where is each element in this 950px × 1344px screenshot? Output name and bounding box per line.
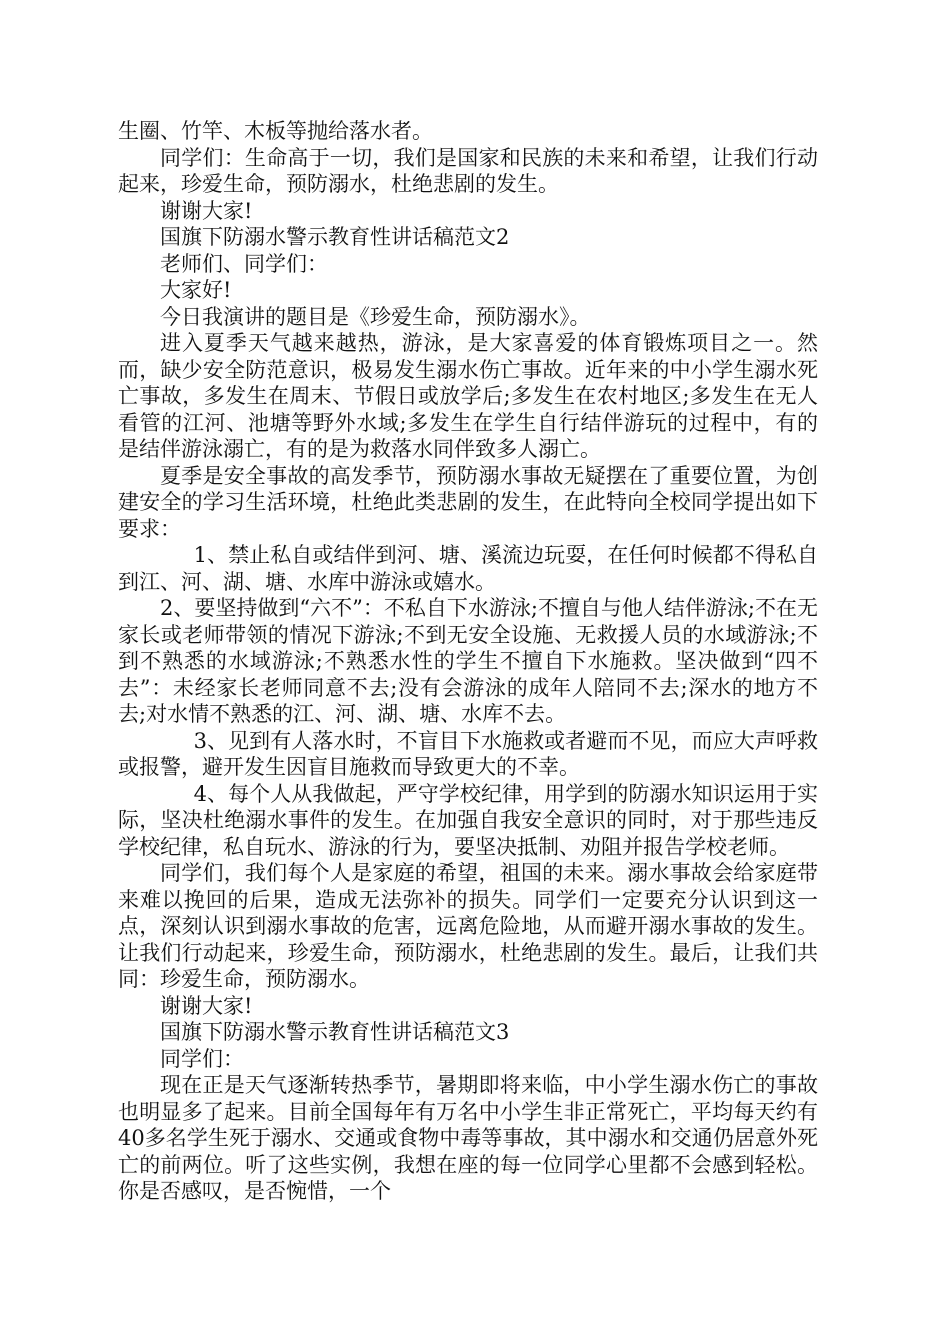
salutation: 同学们：	[160, 1046, 244, 1071]
paragraph: 现在正是天气逐渐转热季节，暑期即将来临，中小学生溺水伤亡的事故也明显多了起来。目前全国每年有万名中小学生非正常死亡，平均每天约有40多名学生死于溺水、交通或食物中毒等事故，其中溺水和交通仍居意外死亡的前两位。听了这些实例，我想在座的每一位同学心里都不会感到轻松。你是否感叹，是否惋惜，一个	[118, 1073, 818, 1203]
paragraph: 夏季是安全事故的高发季节，预防溺水事故无疑摆在了重要位置，为创建安全的学习生活环境，杜绝此类悲剧的发生，在此特向全校同学提出如下要求：	[118, 463, 818, 541]
greeting: 大家好!	[160, 278, 232, 302]
list-item: 1、禁止私自或结伴到河、塘、溪流边玩耍，在任何时候都不得私自到江、河、湖、塘、水库中游泳或嬉水。	[118, 543, 818, 594]
list-item: 2、要坚持做到“六不”：不私自下水游泳;不擅自与他人结伴游泳;不在无家长或老师带领的情况下游泳;不到无安全设施、无救援人员的水域游泳;不到不熟悉的水域游泳;不熟悉水性的学生不擅自下水施救。坚决做到“四不去”：未经家长老师同意不去;没有会游泳的成年人陪同不去;深水的地方不去;对水情不熟悉的江、河、湖、塘、水库不去。	[118, 596, 818, 726]
document-body	[118, 118, 818, 1205]
section-heading: 国旗下防溺水警示教育性讲话稿范文3	[160, 1020, 510, 1044]
closing-line: 谢谢大家!	[160, 993, 253, 1018]
paragraph: 生圈、竹竿、木板等抛给落水者。	[118, 119, 433, 143]
salutation: 老师们、同学们：	[160, 251, 328, 276]
paragraph: 同学们：生命高于一切，我们是国家和民族的未来和希望，让我们行动起来，珍爱生命，预防溺水，杜绝悲剧的发生。	[118, 145, 818, 196]
list-item: 3、见到有人落水时，不盲目下水施救或者避而不见，而应大声呼救或报警，避开发生因盲目施救而导致更大的不幸。	[118, 728, 818, 779]
paragraph: 同学们，我们每个人是家庭的希望，祖国的未来。溺水事故会给家庭带来难以挽回的后果，造成无法弥补的损失。同学们一定要充分认识到这一点，深刻认识到溺水事故的危害，远离危险地，从而避开溺水事故的发生。让我们行动起来，珍爱生命，预防溺水，杜绝悲剧的发生。最后，让我们共同：珍爱生命，预防溺水。	[118, 861, 818, 991]
closing-line: 谢谢大家!	[160, 198, 253, 223]
paragraph: 今日我演讲的题目是《珍爱生命，预防溺水》。	[160, 304, 591, 329]
paragraph: 进入夏季天气越来越热，游泳，是大家喜爱的体育锻炼项目之一。然而，缺少安全防范意识，极易发生溺水伤亡事故。近年来的中小学生溺水死亡事故，多发生在周末、节假日或放学后;多发生在农村地区;多发生在无人看管的江河、池塘等野外水域;多发生在学生自行结伴游玩的过程中，有的是结伴游泳溺亡，有的是为救落水同伴致多人溺亡。	[118, 331, 818, 461]
section-heading: 国旗下防溺水警示教育性讲话稿范文2	[160, 225, 510, 249]
list-item: 4、每个人从我做起，严守学校纪律，用学到的防溺水知识运用于实际，坚决杜绝溺水事件的发生。在加强自我安全意识的同时，对于那些违反学校纪律，私自玩水、游泳的行为，要坚决抵制、劝阻并报告学校老师。	[118, 781, 818, 859]
